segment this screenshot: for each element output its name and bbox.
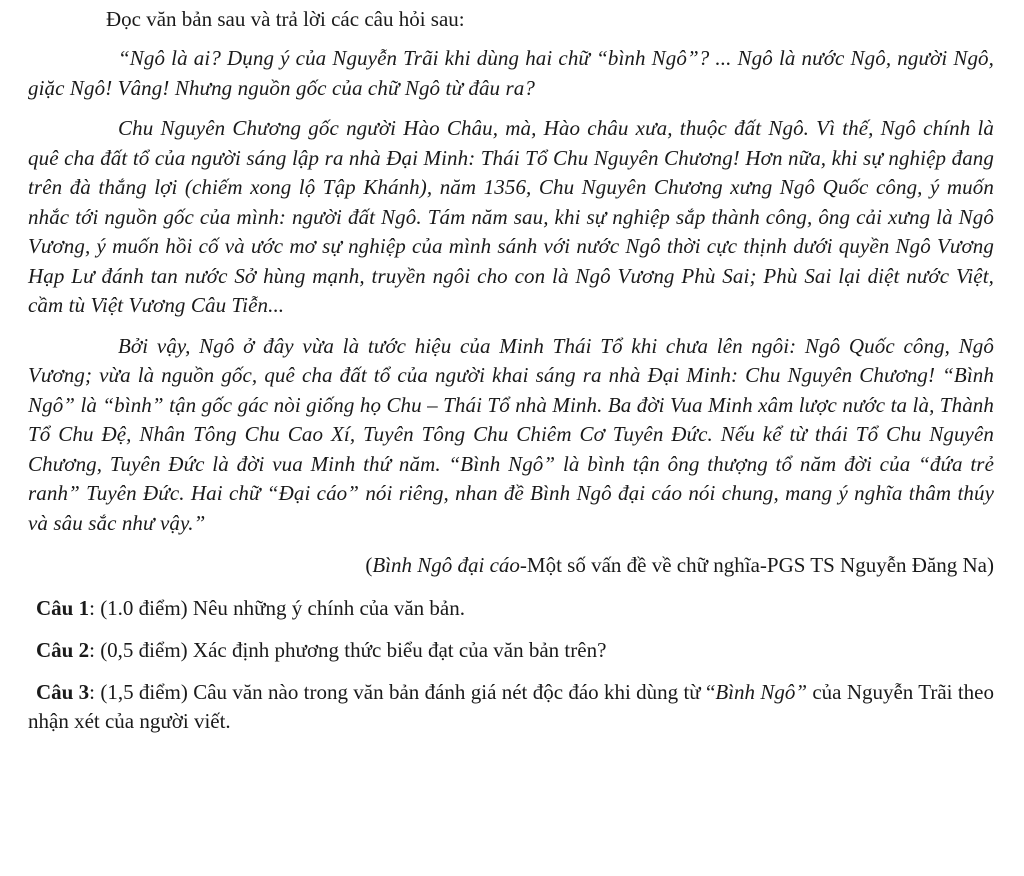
source-open: ( bbox=[365, 553, 373, 577]
question-1 bbox=[28, 594, 994, 623]
instruction-text: Đọc văn bản sau và trả lời các câu hỏi sau: bbox=[106, 7, 465, 31]
question-2-text: : (0,5 điểm) Xác định phương thức biểu đạt của văn bản trên? bbox=[89, 638, 607, 662]
question-3-text-before: : (1,5 điểm) Câu văn nào trong văn bản đánh giá nét độc đáo khi dùng từ “ bbox=[89, 680, 716, 704]
passage-paragraph-2: Chu Nguyên Chương gốc người Hào Châu, mà, Hào châu xưa, thuộc đất Ngô. Vì thế, Ngô chính là quê cha đất tổ của người sáng lập ra nhà Đại Minh: Thái Tổ Chu Nguyên Chương! Hơn nữa, khi sự nghiệp đang trên đà thắng lợi (chiếm xong lộ Tập Khánh), năm 1356, Chu Nguyên Chương xưng Ngô Quốc công, ý muốn nhắc tới nguồn gốc của mình: người đất Ngô. Tám năm sau, khi sự nghiệp sắp thành công, ông cải xưng là Ngô Vương, ý muốn hồi cố và ước mơ sự nghiệp của mình sánh với nước Ngô thời cực thịnh dưới quyền Ngô Vương Hạp Lư đánh tan nước Sở hùng mạnh, truyền ngôi cho con là Ngô Vương Phù Sai; Phù Sai lại diệt nước Việt, cầm tù Việt Vương Câu Tiễn... bbox=[28, 116, 994, 317]
source-citation bbox=[28, 550, 994, 580]
question-2-label: Câu 2 bbox=[36, 638, 90, 662]
question-2 bbox=[28, 636, 994, 665]
passage-paragraph-3: Bởi vậy, Ngô ở đây vừa là tước hiệu của Minh Thái Tổ khi chưa lên ngôi: Ngô Quốc công, Ngô Vương; vừa là nguồn gốc, quê cha đất tổ của người khai sáng ra nhà Đại Minh: Chu Nguyên Chương! “Bình Ngô” là “bình” tận gốc gác nòi giống họ Chu – Thái Tổ nhà Minh. Ba đời Vua Minh xâm lược nước ta là, Thành Tổ Chu Đệ, Nhân Tông Chu Cao Xí, Tuyên Tông Chu Chiêm Cơ Tuyên Đức. Nếu kể từ thái Tổ Chu Nguyên Chương, Tuyên Đức là đời vua Minh thứ năm. “Bình Ngô” là bình tận ông thượng tổ năm đời của “đứa trẻ ranh” Tuyên Đức. Hai chữ “Đại cáo” nói riêng, nhan đề Bình Ngô đại cáo nói chung, mang ý nghĩa thâm thúy và sâu sắc như vậy.” bbox=[28, 333, 994, 535]
question-1-text: : (1.0 điểm) Nêu những ý chính của văn bản. bbox=[89, 596, 465, 620]
question-3-label: Câu 3 bbox=[36, 680, 90, 704]
passage-paragraph-1: “Ngô là ai? Dụng ý của Nguyễn Trãi khi dùng hai chữ “bình Ngô”? ... Ngô là nước Ngô, người Ngô, giặc Ngô! Vâng! Nhưng nguồn gốc của chữ Ngô từ đâu ra? bbox=[28, 46, 994, 100]
source-rest: -Một số vấn đề về chữ nghĩa-PGS TS Nguyễn Đăng Na) bbox=[519, 553, 994, 577]
question-3 bbox=[28, 678, 994, 736]
passage bbox=[28, 44, 994, 538]
question-3-quote: Bình Ngô” bbox=[715, 680, 808, 704]
source-title: Bình Ngô đại cáo bbox=[372, 553, 520, 577]
question-1-label: Câu 1 bbox=[36, 596, 90, 620]
question-3-text-after: của Nguyễn Trãi theo nhận xét của người viết. bbox=[28, 680, 994, 733]
